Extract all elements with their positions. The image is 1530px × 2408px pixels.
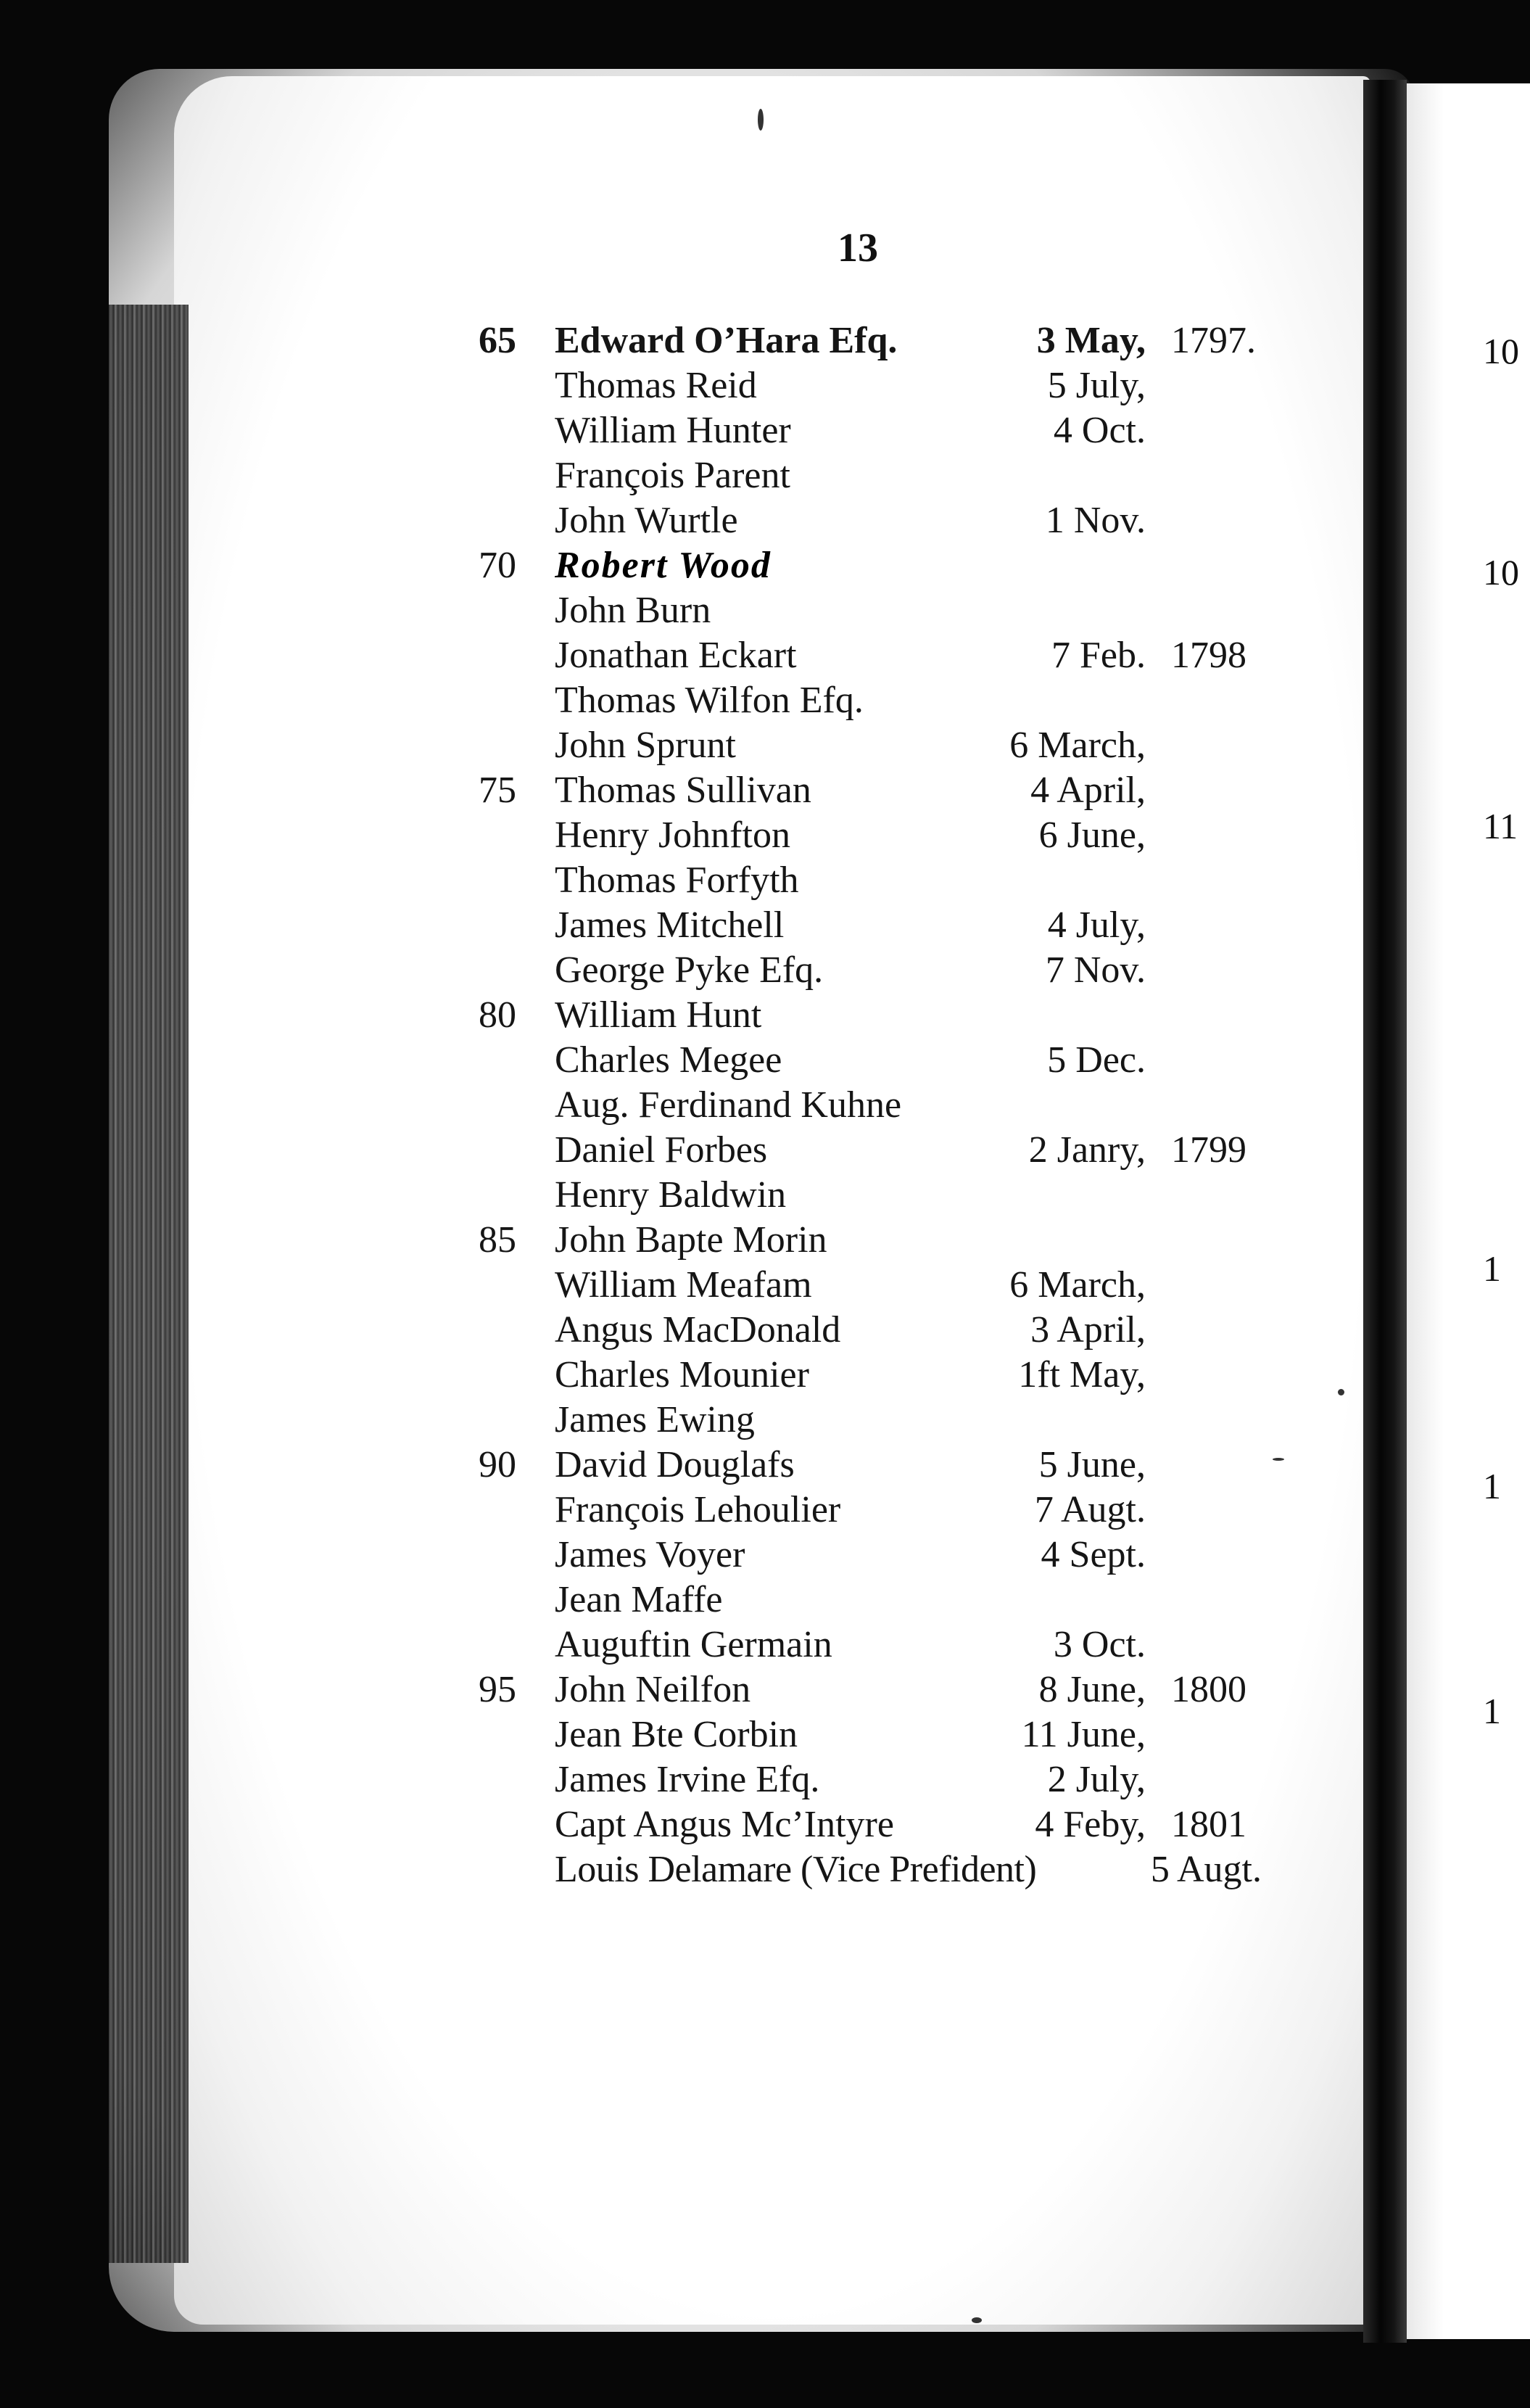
entry-date: 4 July,: [1047, 904, 1146, 946]
entry-date: 5 June,: [1038, 1444, 1146, 1485]
next-page-number: 1: [1483, 1248, 1501, 1289]
page-edge-stack: [109, 305, 189, 2263]
member-name: Jean Bte Corbin: [555, 1714, 798, 1755]
member-name: William Hunter: [555, 410, 791, 451]
member-name: François Parent: [555, 455, 790, 496]
next-page-number: 1: [1483, 1466, 1501, 1506]
book-gutter: [1363, 80, 1407, 2343]
next-page-number: 10: [1483, 331, 1519, 371]
entry-date: 1ft May,: [1018, 1354, 1146, 1395]
ink-speck: [1273, 1458, 1284, 1461]
entry-date: 5 Augt.: [1150, 1849, 1262, 1890]
member-name: Robert Wood: [555, 545, 772, 586]
entry-number: 65: [479, 320, 516, 361]
member-name: Thomas Forfyth: [555, 859, 799, 901]
entry-date: 3 April,: [1030, 1309, 1146, 1351]
entry-date: 7 Nov.: [1045, 949, 1146, 991]
member-name: Henry Johnfton: [555, 815, 790, 856]
ink-speck: [972, 2317, 982, 2323]
member-name: James Voyer: [555, 1534, 745, 1575]
entry-number: 70: [479, 545, 516, 586]
entry-number: 80: [479, 994, 516, 1036]
member-name: Edward O’Hara Efq.: [555, 320, 898, 361]
member-name: William Hunt: [555, 994, 762, 1036]
next-page-number: 11: [1483, 806, 1518, 846]
next-page-number: 1: [1483, 1691, 1501, 1731]
member-name: James Irvine Efq.: [555, 1759, 820, 1800]
entry-date: 4 Oct.: [1053, 410, 1146, 451]
next-page-number: 10: [1483, 552, 1519, 593]
entry-date: 3 May,: [1036, 320, 1146, 361]
entry-date: 2 July,: [1047, 1759, 1146, 1800]
member-name: John Burn: [555, 590, 711, 631]
entry-number: 90: [479, 1444, 516, 1485]
entry-number: 75: [479, 770, 516, 811]
member-name: John Wurtle: [555, 500, 738, 541]
entry-date: 6 June,: [1038, 815, 1146, 856]
member-name: John Sprunt: [555, 725, 736, 766]
entry-year: 1799: [1171, 1129, 1246, 1171]
member-name: Aug. Ferdinand Kuhne: [555, 1084, 902, 1126]
entry-date: 6 March,: [1009, 1264, 1146, 1306]
member-name: James Ewing: [555, 1399, 755, 1440]
member-name: George Pyke Efq.: [555, 949, 824, 991]
entry-number: 95: [479, 1669, 516, 1710]
member-name: Louis Delamare (Vice Prefident): [555, 1849, 1037, 1890]
member-name: John Neilfon: [555, 1669, 751, 1710]
member-name: William Meafam: [555, 1264, 812, 1306]
entry-date: 7 Augt.: [1034, 1489, 1146, 1530]
member-name: Thomas Reid: [555, 365, 757, 406]
entry-date: 11 June,: [1021, 1714, 1146, 1755]
member-name: Charles Mounier: [555, 1354, 809, 1395]
entry-date: 4 Sept.: [1041, 1534, 1146, 1575]
member-name: Auguftin Germain: [555, 1624, 832, 1665]
member-name: Daniel Forbes: [555, 1129, 768, 1171]
next-page-strip: [1407, 83, 1530, 2339]
entry-date: 2 Janry,: [1028, 1129, 1146, 1171]
entry-date: 5 July,: [1047, 365, 1146, 406]
member-name: Jean Maffe: [555, 1579, 723, 1620]
entry-year: 1800: [1171, 1669, 1246, 1710]
member-name: Thomas Wilfon Efq.: [555, 680, 864, 721]
member-name: Jonathan Eckart: [555, 635, 797, 676]
entry-date: 4 April,: [1030, 770, 1146, 811]
entry-date: 1 Nov.: [1045, 500, 1146, 541]
member-name: Angus MacDonald: [555, 1309, 841, 1351]
ink-speck: [758, 109, 764, 131]
entry-date: 4 Feby,: [1035, 1804, 1146, 1845]
entry-date: 5 Dec.: [1047, 1039, 1146, 1081]
member-name: David Douglafs: [555, 1444, 795, 1485]
entry-date: 6 March,: [1009, 725, 1146, 766]
ink-speck: [1338, 1389, 1344, 1395]
member-name: Capt Angus Mc’Intyre: [555, 1804, 894, 1845]
member-name: François Lehoulier: [555, 1489, 841, 1530]
page-number: 13: [838, 226, 878, 271]
entry-year: 1798: [1171, 635, 1246, 676]
entry-date: 7 Feb.: [1051, 635, 1146, 676]
member-name: Henry Baldwin: [555, 1174, 787, 1216]
entry-date: 3 Oct.: [1053, 1624, 1146, 1665]
entry-year: 1797.: [1171, 320, 1256, 361]
entry-number: 85: [479, 1219, 516, 1261]
member-name: John Bapte Morin: [555, 1219, 827, 1261]
member-name: Charles Megee: [555, 1039, 782, 1081]
member-name: Thomas Sullivan: [555, 770, 811, 811]
entry-year: 1801: [1171, 1804, 1246, 1845]
entry-date: 8 June,: [1038, 1669, 1146, 1710]
member-name: James Mitchell: [555, 904, 785, 946]
